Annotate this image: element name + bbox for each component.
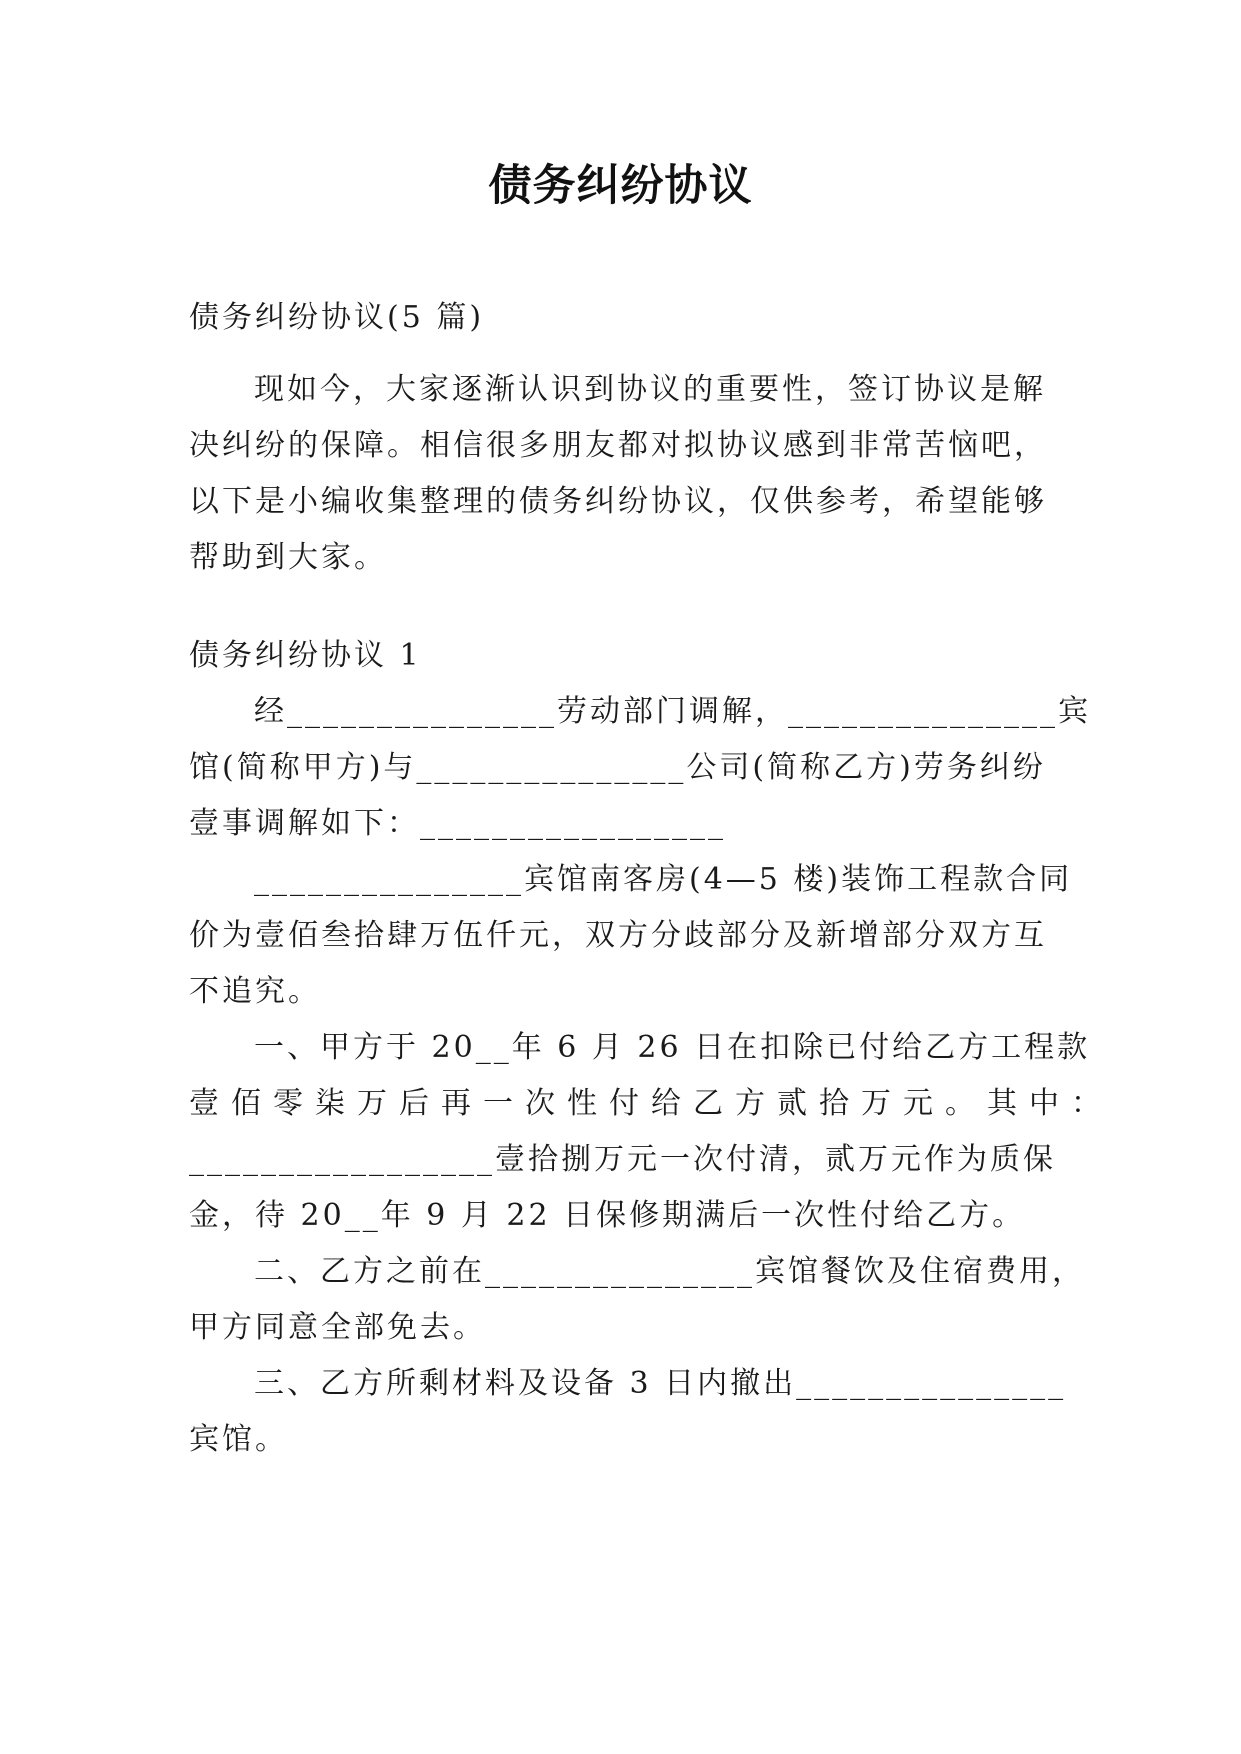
body-line: 甲方同意全部免去。: [189, 1310, 486, 1345]
intro-line: 现如今，大家逐渐认识到协议的重要性，签订协议是解: [254, 372, 1046, 407]
intro-line: 以下是小编收集整理的债务纠纷协议，仅供参考，希望能够: [189, 484, 1047, 519]
intro-line: 决纠纷的保障。相信很多朋友都对拟协议感到非常苦恼吧，: [189, 428, 1047, 463]
intro-line: 帮助到大家。: [189, 540, 387, 575]
body-line: 壹佰零柒万后再一次性付给乙方贰拾万元。其中：: [189, 1086, 1113, 1121]
body-line: 金，待 20__年 9 月 22 日保修期满后一次性付给乙方。: [189, 1198, 1026, 1233]
body-line: 壹事调解如下：_________________: [189, 806, 726, 841]
body-line: 二、乙方之前在_______________宾馆餐饮及住宿费用，: [254, 1254, 1085, 1289]
body-line: 馆(简称甲方)与_______________公司(简称乙方)劳务纠纷: [189, 750, 1046, 785]
body-line: _______________宾馆南客房(4—5 楼)装饰工程款合同: [254, 862, 1073, 897]
body-line: 不追究。: [189, 974, 321, 1009]
body-line: 宾馆。: [189, 1422, 288, 1457]
body-line: 经_______________劳动部门调解，_______________宾: [254, 694, 1091, 729]
document-title: 债务纠纷协议: [488, 161, 753, 211]
body-line: 价为壹佰叁拾肆万伍仟元，双方分歧部分及新增部分双方互: [189, 918, 1047, 953]
body-line: 一、甲方于 20__年 6 月 26 日在扣除已付给乙方工程款: [254, 1030, 1091, 1065]
body-line: _________________壹拾捌万元一次付清，贰万元作为质保: [189, 1142, 1056, 1177]
body-line: 三、乙方所剩材料及设备 3 日内撤出_______________: [254, 1366, 1067, 1401]
document-subtitle: 债务纠纷协议(5 篇): [189, 300, 485, 335]
section-heading: 债务纠纷协议 1: [189, 638, 422, 673]
